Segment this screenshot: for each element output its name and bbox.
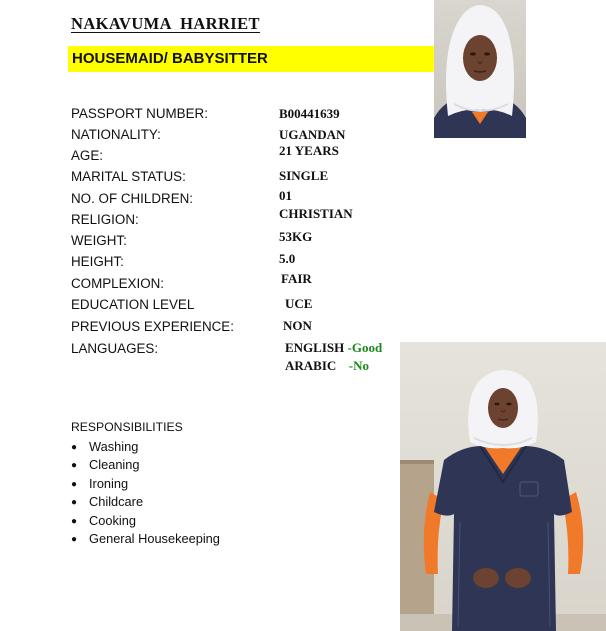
language-english xyxy=(285,340,382,356)
passport-number-value: B00441639 xyxy=(279,106,340,121)
previous-experience-label: PREVIOUS EXPERIENCE: xyxy=(71,319,234,334)
role-title: HOUSEMAID/ BABYSITTER xyxy=(72,50,268,67)
height-value: 5.0 xyxy=(279,251,296,266)
height-label: HEIGHT: xyxy=(71,254,124,269)
portrait-photo xyxy=(434,0,526,138)
bullet-icon: ● xyxy=(71,497,78,508)
language-arabic-level: -No xyxy=(348,358,370,373)
responsibility-item: ● Washing xyxy=(71,439,139,454)
education-level-value: UCE xyxy=(285,296,313,311)
complexion-value: FAIR xyxy=(281,271,312,286)
nationality-label: NATIONALITY: xyxy=(71,127,161,142)
children-label: NO. OF CHILDREN: xyxy=(71,191,194,206)
language-english-name: ENGLISH xyxy=(285,340,345,355)
religion-label: RELIGION: xyxy=(71,212,139,227)
weight-value: 53KG xyxy=(279,229,313,244)
full-body-photo xyxy=(400,342,606,631)
language-arabic xyxy=(285,358,369,374)
marital-status-value: SINGLE xyxy=(279,168,329,183)
language-arabic-name: ARABIC xyxy=(285,358,337,373)
bullet-icon: ● xyxy=(71,479,78,490)
religion-value: CHRISTIAN xyxy=(279,206,353,221)
bullet-icon: ● xyxy=(71,516,78,527)
role-banner xyxy=(68,46,434,72)
bullet-icon: ● xyxy=(71,534,78,545)
previous-experience-value: NON xyxy=(283,318,312,333)
age-value: 21 YEARS xyxy=(279,143,339,158)
bullet-icon: ● xyxy=(71,442,78,453)
responsibility-item: ● Childcare xyxy=(71,494,144,509)
language-english-level: -Good xyxy=(347,340,383,355)
bullet-icon: ● xyxy=(71,460,78,471)
nationality-value: UGANDAN xyxy=(279,127,346,142)
age-label: AGE: xyxy=(71,148,103,163)
responsibility-item: ● Ironing xyxy=(71,476,129,491)
responsibility-item: ● Cooking xyxy=(71,513,136,528)
marital-status-label: MARITAL STATUS: xyxy=(71,169,186,184)
weight-label: WEIGHT: xyxy=(71,233,127,248)
candidate-name: NAKAVUMA HARRIET xyxy=(71,14,260,33)
responsibility-item: ● Cleaning xyxy=(71,457,140,472)
education-level-label: EDUCATION LEVEL xyxy=(71,297,195,312)
children-value: 01 xyxy=(279,188,292,203)
full-body-photo-icon xyxy=(400,342,606,631)
responsibility-item: ● General Housekeeping xyxy=(71,531,220,546)
passport-number-label: PASSPORT NUMBER: xyxy=(71,106,208,121)
portrait-photo-icon xyxy=(434,0,526,138)
languages-label: LANGUAGES: xyxy=(71,341,159,356)
complexion-label: COMPLEXION: xyxy=(71,276,165,291)
responsibilities-heading: RESPONSIBILITIES xyxy=(71,420,183,434)
